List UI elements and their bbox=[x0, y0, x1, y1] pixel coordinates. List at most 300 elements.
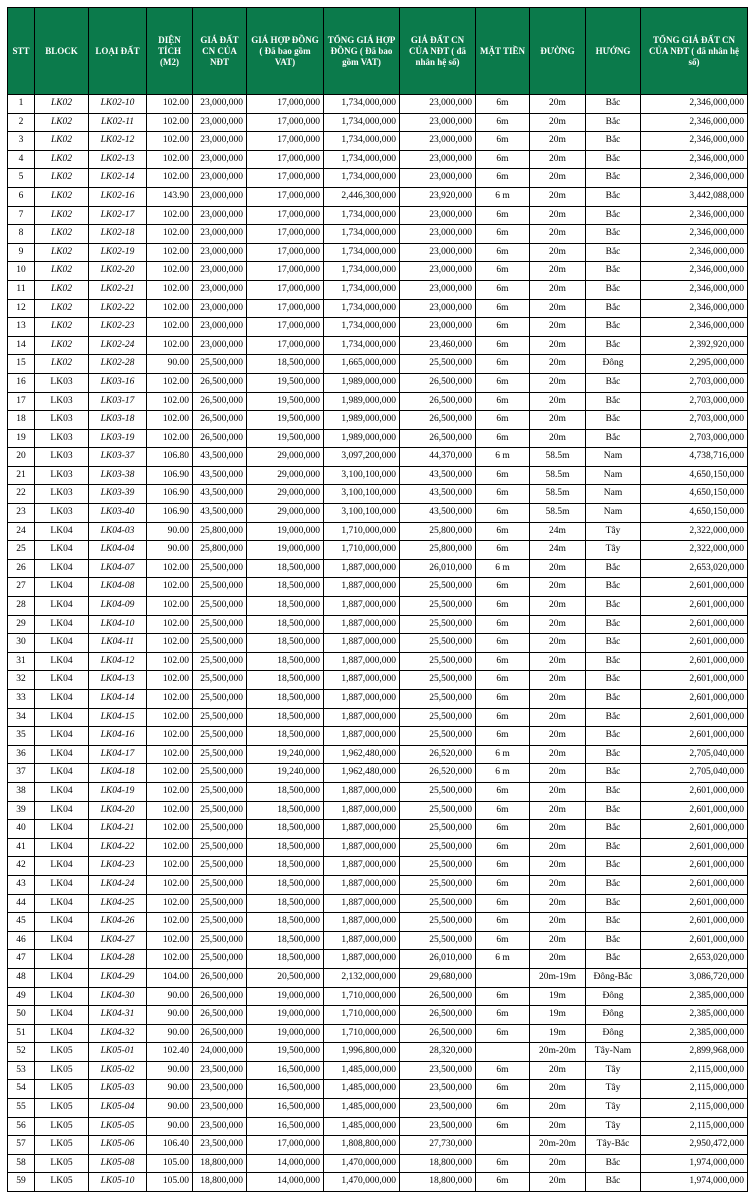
cell-tong-gia-hop-dong: 1,734,000,000 bbox=[324, 225, 400, 244]
cell-duong: 20m bbox=[530, 280, 586, 299]
cell-loai-dat: LK02-16 bbox=[89, 187, 147, 206]
cell-dien-tich: 102.00 bbox=[147, 132, 193, 151]
cell-tong-gia-dat-he-so: 2,601,000,000 bbox=[641, 634, 748, 653]
cell-dien-tich: 102.00 bbox=[147, 225, 193, 244]
cell-block: LK03 bbox=[35, 485, 89, 504]
cell-tong-gia-hop-dong: 1,887,000,000 bbox=[324, 634, 400, 653]
cell-gia-hop-dong: 17,000,000 bbox=[247, 280, 324, 299]
cell-mat-tien: 6m bbox=[476, 1006, 530, 1025]
cell-gia-hop-dong: 17,000,000 bbox=[247, 318, 324, 337]
table-row bbox=[8, 857, 748, 876]
cell-gia-dat-he-so: 25,500,000 bbox=[400, 838, 476, 857]
cell-huong: Bắc bbox=[586, 931, 641, 950]
cell-gia-dat-he-so: 23,000,000 bbox=[400, 132, 476, 151]
cell-stt: 20 bbox=[8, 448, 35, 467]
cell-duong: 19m bbox=[530, 987, 586, 1006]
cell-block: LK03 bbox=[35, 373, 89, 392]
cell-tong-gia-hop-dong: 1,887,000,000 bbox=[324, 782, 400, 801]
cell-loai-dat: LK02-14 bbox=[89, 169, 147, 188]
header-dien-tich: DIỆN TÍCH (M2) bbox=[147, 8, 193, 95]
cell-mat-tien: 6m bbox=[476, 280, 530, 299]
cell-duong: 20m bbox=[530, 225, 586, 244]
cell-stt: 54 bbox=[8, 1080, 35, 1099]
cell-huong: Bắc bbox=[586, 801, 641, 820]
cell-gia-dat-he-so: 25,500,000 bbox=[400, 355, 476, 374]
cell-block: LK04 bbox=[35, 541, 89, 560]
cell-loai-dat: LK05-02 bbox=[89, 1061, 147, 1080]
cell-gia-dat-cn: 25,500,000 bbox=[193, 820, 247, 839]
cell-gia-dat-cn: 25,500,000 bbox=[193, 559, 247, 578]
cell-gia-hop-dong: 18,500,000 bbox=[247, 838, 324, 857]
cell-gia-hop-dong: 18,500,000 bbox=[247, 690, 324, 709]
cell-stt: 51 bbox=[8, 1024, 35, 1043]
cell-stt: 7 bbox=[8, 206, 35, 225]
cell-gia-dat-cn: 43,500,000 bbox=[193, 504, 247, 523]
cell-gia-dat-cn: 25,500,000 bbox=[193, 355, 247, 374]
cell-gia-dat-cn: 25,500,000 bbox=[193, 745, 247, 764]
cell-duong: 20m bbox=[530, 801, 586, 820]
cell-gia-hop-dong: 18,500,000 bbox=[247, 634, 324, 653]
cell-mat-tien: 6m bbox=[476, 373, 530, 392]
cell-mat-tien: 6m bbox=[476, 132, 530, 151]
cell-stt: 45 bbox=[8, 913, 35, 932]
cell-tong-gia-dat-he-so: 2,385,000,000 bbox=[641, 987, 748, 1006]
cell-huong: Đông bbox=[586, 355, 641, 374]
cell-tong-gia-hop-dong: 2,446,300,000 bbox=[324, 187, 400, 206]
cell-loai-dat: LK04-20 bbox=[89, 801, 147, 820]
cell-stt: 48 bbox=[8, 968, 35, 987]
cell-tong-gia-dat-he-so: 4,738,716,000 bbox=[641, 448, 748, 467]
cell-tong-gia-hop-dong: 1,887,000,000 bbox=[324, 875, 400, 894]
cell-block: LK05 bbox=[35, 1080, 89, 1099]
cell-gia-dat-he-so: 25,500,000 bbox=[400, 615, 476, 634]
cell-block: LK02 bbox=[35, 95, 89, 114]
cell-loai-dat: LK03-38 bbox=[89, 466, 147, 485]
cell-duong: 20m bbox=[530, 931, 586, 950]
cell-gia-dat-cn: 26,500,000 bbox=[193, 392, 247, 411]
cell-loai-dat: LK04-14 bbox=[89, 690, 147, 709]
cell-mat-tien: 6m bbox=[476, 931, 530, 950]
cell-tong-gia-dat-he-so: 2,601,000,000 bbox=[641, 671, 748, 690]
cell-huong: Bắc bbox=[586, 150, 641, 169]
cell-loai-dat: LK04-17 bbox=[89, 745, 147, 764]
cell-gia-dat-he-so: 25,500,000 bbox=[400, 708, 476, 727]
table-body bbox=[8, 95, 748, 1192]
cell-gia-hop-dong: 18,500,000 bbox=[247, 894, 324, 913]
cell-dien-tich: 102.00 bbox=[147, 857, 193, 876]
cell-loai-dat: LK03-19 bbox=[89, 429, 147, 448]
cell-gia-dat-cn: 43,500,000 bbox=[193, 466, 247, 485]
table-row bbox=[8, 559, 748, 578]
cell-huong: Bắc bbox=[586, 95, 641, 114]
table-row bbox=[8, 1117, 748, 1136]
cell-dien-tich: 102.00 bbox=[147, 875, 193, 894]
cell-gia-hop-dong: 18,500,000 bbox=[247, 727, 324, 746]
cell-tong-gia-dat-he-so: 2,705,040,000 bbox=[641, 764, 748, 783]
cell-tong-gia-dat-he-so: 2,601,000,000 bbox=[641, 652, 748, 671]
table-row bbox=[8, 727, 748, 746]
cell-tong-gia-dat-he-so: 2,346,000,000 bbox=[641, 243, 748, 262]
cell-dien-tich: 106.40 bbox=[147, 1136, 193, 1155]
cell-block: LK03 bbox=[35, 392, 89, 411]
cell-gia-dat-he-so: 25,500,000 bbox=[400, 875, 476, 894]
cell-block: LK04 bbox=[35, 1024, 89, 1043]
cell-stt: 49 bbox=[8, 987, 35, 1006]
cell-huong: Đông bbox=[586, 1006, 641, 1025]
cell-loai-dat: LK02-13 bbox=[89, 150, 147, 169]
table-row bbox=[8, 336, 748, 355]
cell-duong: 20m bbox=[530, 355, 586, 374]
cell-duong: 20m bbox=[530, 652, 586, 671]
cell-tong-gia-hop-dong: 1,485,000,000 bbox=[324, 1099, 400, 1118]
cell-block: LK02 bbox=[35, 169, 89, 188]
cell-gia-hop-dong: 18,500,000 bbox=[247, 355, 324, 374]
cell-tong-gia-dat-he-so: 2,115,000,000 bbox=[641, 1117, 748, 1136]
table-row bbox=[8, 820, 748, 839]
cell-gia-hop-dong: 18,500,000 bbox=[247, 950, 324, 969]
cell-mat-tien: 6m bbox=[476, 113, 530, 132]
cell-dien-tich: 90.00 bbox=[147, 1117, 193, 1136]
cell-gia-dat-cn: 25,500,000 bbox=[193, 671, 247, 690]
cell-block: LK04 bbox=[35, 987, 89, 1006]
cell-mat-tien: 6m bbox=[476, 1099, 530, 1118]
cell-duong: 20m bbox=[530, 206, 586, 225]
cell-dien-tich: 102.00 bbox=[147, 299, 193, 318]
cell-tong-gia-dat-he-so: 2,601,000,000 bbox=[641, 615, 748, 634]
cell-huong: Bắc bbox=[586, 820, 641, 839]
cell-stt: 13 bbox=[8, 318, 35, 337]
cell-tong-gia-dat-he-so: 2,601,000,000 bbox=[641, 708, 748, 727]
cell-dien-tich: 102.00 bbox=[147, 838, 193, 857]
cell-dien-tich: 90.00 bbox=[147, 1080, 193, 1099]
cell-gia-dat-cn: 23,500,000 bbox=[193, 1080, 247, 1099]
cell-loai-dat: LK02-19 bbox=[89, 243, 147, 262]
cell-loai-dat: LK02-12 bbox=[89, 132, 147, 151]
cell-duong: 20m bbox=[530, 113, 586, 132]
cell-dien-tich: 90.00 bbox=[147, 1024, 193, 1043]
cell-duong: 58.5m bbox=[530, 504, 586, 523]
cell-gia-dat-cn: 26,500,000 bbox=[193, 987, 247, 1006]
cell-huong: Bắc bbox=[586, 318, 641, 337]
cell-mat-tien: 6m bbox=[476, 782, 530, 801]
cell-block: LK02 bbox=[35, 150, 89, 169]
cell-mat-tien: 6 m bbox=[476, 745, 530, 764]
cell-tong-gia-hop-dong: 1,887,000,000 bbox=[324, 652, 400, 671]
cell-tong-gia-hop-dong: 1,989,000,000 bbox=[324, 429, 400, 448]
cell-duong: 20m bbox=[530, 336, 586, 355]
cell-block: LK02 bbox=[35, 262, 89, 281]
cell-gia-dat-he-so: 26,500,000 bbox=[400, 987, 476, 1006]
cell-gia-dat-he-so: 23,500,000 bbox=[400, 1099, 476, 1118]
cell-tong-gia-hop-dong: 1,962,480,000 bbox=[324, 745, 400, 764]
cell-gia-dat-cn: 23,000,000 bbox=[193, 318, 247, 337]
cell-gia-dat-cn: 25,500,000 bbox=[193, 634, 247, 653]
cell-gia-dat-he-so: 28,320,000 bbox=[400, 1043, 476, 1062]
cell-block: LK04 bbox=[35, 820, 89, 839]
cell-gia-hop-dong: 18,500,000 bbox=[247, 597, 324, 616]
cell-block: LK03 bbox=[35, 466, 89, 485]
cell-duong: 24m bbox=[530, 522, 586, 541]
cell-duong: 20m bbox=[530, 838, 586, 857]
cell-mat-tien: 6m bbox=[476, 392, 530, 411]
cell-duong: 20m bbox=[530, 1173, 586, 1192]
cell-tong-gia-dat-he-so: 2,392,920,000 bbox=[641, 336, 748, 355]
cell-dien-tich: 90.00 bbox=[147, 355, 193, 374]
cell-block: LK04 bbox=[35, 782, 89, 801]
cell-huong: Bắc bbox=[586, 838, 641, 857]
cell-tong-gia-hop-dong: 1,887,000,000 bbox=[324, 671, 400, 690]
cell-tong-gia-dat-he-so: 4,650,150,000 bbox=[641, 466, 748, 485]
cell-tong-gia-hop-dong: 1,887,000,000 bbox=[324, 820, 400, 839]
cell-huong: Bắc bbox=[586, 206, 641, 225]
cell-gia-dat-cn: 25,800,000 bbox=[193, 522, 247, 541]
table-row bbox=[8, 1006, 748, 1025]
cell-mat-tien: 6m bbox=[476, 169, 530, 188]
table-row bbox=[8, 764, 748, 783]
cell-stt: 41 bbox=[8, 838, 35, 857]
cell-tong-gia-hop-dong: 1,734,000,000 bbox=[324, 336, 400, 355]
table-row bbox=[8, 1136, 748, 1155]
cell-gia-dat-he-so: 23,000,000 bbox=[400, 262, 476, 281]
cell-stt: 24 bbox=[8, 522, 35, 541]
cell-duong: 20m bbox=[530, 690, 586, 709]
cell-loai-dat: LK02-22 bbox=[89, 299, 147, 318]
cell-gia-hop-dong: 19,000,000 bbox=[247, 541, 324, 560]
cell-dien-tich: 102.00 bbox=[147, 336, 193, 355]
cell-mat-tien: 6 m bbox=[476, 950, 530, 969]
cell-block: LK04 bbox=[35, 559, 89, 578]
cell-tong-gia-dat-he-so: 2,115,000,000 bbox=[641, 1099, 748, 1118]
cell-huong: Bắc bbox=[586, 262, 641, 281]
cell-dien-tich: 102.00 bbox=[147, 318, 193, 337]
cell-dien-tich: 102.00 bbox=[147, 262, 193, 281]
cell-loai-dat: LK04-03 bbox=[89, 522, 147, 541]
cell-gia-hop-dong: 16,500,000 bbox=[247, 1061, 324, 1080]
cell-tong-gia-dat-he-so: 2,899,968,000 bbox=[641, 1043, 748, 1062]
cell-gia-hop-dong: 19,000,000 bbox=[247, 1024, 324, 1043]
cell-duong: 20m bbox=[530, 875, 586, 894]
table-row bbox=[8, 1061, 748, 1080]
cell-mat-tien: 6m bbox=[476, 838, 530, 857]
cell-gia-dat-he-so: 26,520,000 bbox=[400, 764, 476, 783]
cell-loai-dat: LK04-28 bbox=[89, 950, 147, 969]
cell-tong-gia-hop-dong: 1,710,000,000 bbox=[324, 522, 400, 541]
cell-tong-gia-dat-he-so: 2,346,000,000 bbox=[641, 150, 748, 169]
cell-gia-dat-cn: 23,000,000 bbox=[193, 243, 247, 262]
header-gia-dat-he-so: GIÁ ĐẤT CN CỦA NĐT ( đã nhân hệ số) bbox=[400, 8, 476, 95]
cell-dien-tich: 106.90 bbox=[147, 504, 193, 523]
cell-tong-gia-dat-he-so: 2,385,000,000 bbox=[641, 1006, 748, 1025]
cell-gia-hop-dong: 19,500,000 bbox=[247, 429, 324, 448]
cell-gia-hop-dong: 18,500,000 bbox=[247, 820, 324, 839]
cell-mat-tien: 6 m bbox=[476, 764, 530, 783]
cell-loai-dat: LK04-10 bbox=[89, 615, 147, 634]
cell-block: LK02 bbox=[35, 280, 89, 299]
cell-tong-gia-dat-he-so: 2,703,000,000 bbox=[641, 373, 748, 392]
cell-stt: 36 bbox=[8, 745, 35, 764]
cell-mat-tien: 6m bbox=[476, 225, 530, 244]
cell-gia-dat-he-so: 25,500,000 bbox=[400, 820, 476, 839]
table-row bbox=[8, 708, 748, 727]
cell-gia-dat-cn: 25,500,000 bbox=[193, 708, 247, 727]
cell-loai-dat: LK05-01 bbox=[89, 1043, 147, 1062]
cell-block: LK05 bbox=[35, 1173, 89, 1192]
cell-stt: 2 bbox=[8, 113, 35, 132]
cell-stt: 50 bbox=[8, 1006, 35, 1025]
cell-gia-dat-cn: 26,500,000 bbox=[193, 1024, 247, 1043]
cell-gia-dat-cn: 25,500,000 bbox=[193, 597, 247, 616]
cell-tong-gia-hop-dong: 1,734,000,000 bbox=[324, 113, 400, 132]
cell-gia-hop-dong: 19,000,000 bbox=[247, 522, 324, 541]
cell-tong-gia-hop-dong: 1,734,000,000 bbox=[324, 280, 400, 299]
cell-block: LK02 bbox=[35, 336, 89, 355]
cell-loai-dat: LK04-29 bbox=[89, 968, 147, 987]
cell-stt: 52 bbox=[8, 1043, 35, 1062]
cell-huong: Bắc bbox=[586, 727, 641, 746]
cell-block: LK05 bbox=[35, 1061, 89, 1080]
price-table-container bbox=[7, 7, 747, 1192]
cell-dien-tich: 102.00 bbox=[147, 950, 193, 969]
cell-huong: Nam bbox=[586, 504, 641, 523]
cell-block: LK04 bbox=[35, 578, 89, 597]
cell-duong: 20m bbox=[530, 262, 586, 281]
header-gia-hop-dong: GIÁ HỢP ĐỒNG ( Đã bao gồm VAT) bbox=[247, 8, 324, 95]
cell-mat-tien: 6m bbox=[476, 1024, 530, 1043]
cell-gia-dat-he-so: 23,460,000 bbox=[400, 336, 476, 355]
cell-gia-dat-he-so: 26,500,000 bbox=[400, 1006, 476, 1025]
cell-block: LK05 bbox=[35, 1136, 89, 1155]
cell-gia-dat-he-so: 25,500,000 bbox=[400, 931, 476, 950]
cell-gia-dat-cn: 25,500,000 bbox=[193, 615, 247, 634]
table-row bbox=[8, 838, 748, 857]
table-row bbox=[8, 671, 748, 690]
table-row bbox=[8, 968, 748, 987]
cell-gia-hop-dong: 18,500,000 bbox=[247, 875, 324, 894]
cell-tong-gia-dat-he-so: 2,601,000,000 bbox=[641, 597, 748, 616]
cell-gia-dat-cn: 43,500,000 bbox=[193, 485, 247, 504]
cell-dien-tich: 102.00 bbox=[147, 820, 193, 839]
table-row bbox=[8, 1154, 748, 1173]
cell-duong: 20m bbox=[530, 95, 586, 114]
cell-dien-tich: 102.00 bbox=[147, 671, 193, 690]
cell-tong-gia-hop-dong: 1,485,000,000 bbox=[324, 1117, 400, 1136]
table-row bbox=[8, 690, 748, 709]
table-row bbox=[8, 504, 748, 523]
cell-gia-hop-dong: 18,500,000 bbox=[247, 801, 324, 820]
cell-gia-hop-dong: 19,000,000 bbox=[247, 987, 324, 1006]
cell-tong-gia-hop-dong: 1,887,000,000 bbox=[324, 931, 400, 950]
cell-stt: 4 bbox=[8, 150, 35, 169]
cell-stt: 30 bbox=[8, 634, 35, 653]
cell-dien-tich: 102.00 bbox=[147, 615, 193, 634]
table-row bbox=[8, 1080, 748, 1099]
cell-gia-hop-dong: 18,500,000 bbox=[247, 857, 324, 876]
cell-block: LK04 bbox=[35, 708, 89, 727]
cell-duong: 20m bbox=[530, 950, 586, 969]
cell-tong-gia-dat-he-so: 2,601,000,000 bbox=[641, 690, 748, 709]
cell-gia-dat-he-so: 26,500,000 bbox=[400, 373, 476, 392]
table-row bbox=[8, 615, 748, 634]
cell-stt: 9 bbox=[8, 243, 35, 262]
cell-tong-gia-hop-dong: 1,887,000,000 bbox=[324, 690, 400, 709]
cell-gia-dat-cn: 26,500,000 bbox=[193, 411, 247, 430]
cell-gia-dat-cn: 25,500,000 bbox=[193, 931, 247, 950]
cell-gia-dat-cn: 23,000,000 bbox=[193, 95, 247, 114]
cell-stt: 28 bbox=[8, 597, 35, 616]
cell-stt: 33 bbox=[8, 690, 35, 709]
table-row bbox=[8, 987, 748, 1006]
cell-huong: Bắc bbox=[586, 950, 641, 969]
cell-tong-gia-dat-he-so: 3,442,088,000 bbox=[641, 187, 748, 206]
cell-huong: Bắc bbox=[586, 1154, 641, 1173]
cell-mat-tien: 6m bbox=[476, 262, 530, 281]
cell-tong-gia-dat-he-so: 2,322,000,000 bbox=[641, 522, 748, 541]
cell-duong: 20m bbox=[530, 299, 586, 318]
cell-duong: 20m bbox=[530, 411, 586, 430]
cell-loai-dat: LK04-31 bbox=[89, 1006, 147, 1025]
cell-gia-hop-dong: 18,500,000 bbox=[247, 559, 324, 578]
cell-loai-dat: LK04-21 bbox=[89, 820, 147, 839]
cell-gia-dat-cn: 25,500,000 bbox=[193, 764, 247, 783]
cell-tong-gia-dat-he-so: 2,601,000,000 bbox=[641, 838, 748, 857]
cell-duong: 20m bbox=[530, 578, 586, 597]
cell-loai-dat: LK04-16 bbox=[89, 727, 147, 746]
cell-block: LK04 bbox=[35, 652, 89, 671]
cell-gia-hop-dong: 17,000,000 bbox=[247, 187, 324, 206]
cell-tong-gia-dat-he-so: 2,601,000,000 bbox=[641, 875, 748, 894]
cell-loai-dat: LK04-24 bbox=[89, 875, 147, 894]
cell-block: LK05 bbox=[35, 1117, 89, 1136]
cell-dien-tich: 102.00 bbox=[147, 634, 193, 653]
cell-tong-gia-hop-dong: 1,665,000,000 bbox=[324, 355, 400, 374]
cell-dien-tich: 102.00 bbox=[147, 95, 193, 114]
cell-gia-dat-he-so: 18,800,000 bbox=[400, 1173, 476, 1192]
cell-gia-dat-cn: 23,000,000 bbox=[193, 206, 247, 225]
cell-block: LK04 bbox=[35, 522, 89, 541]
cell-stt: 29 bbox=[8, 615, 35, 634]
cell-mat-tien: 6m bbox=[476, 522, 530, 541]
table-row bbox=[8, 1173, 748, 1192]
cell-gia-dat-cn: 23,500,000 bbox=[193, 1099, 247, 1118]
cell-mat-tien: 6m bbox=[476, 820, 530, 839]
header-duong: ĐƯỜNG bbox=[530, 8, 586, 95]
cell-dien-tich: 102.00 bbox=[147, 113, 193, 132]
cell-gia-dat-he-so: 23,000,000 bbox=[400, 206, 476, 225]
cell-tong-gia-hop-dong: 1,887,000,000 bbox=[324, 913, 400, 932]
cell-dien-tich: 106.90 bbox=[147, 485, 193, 504]
cell-duong: 58.5m bbox=[530, 466, 586, 485]
cell-duong: 20m bbox=[530, 429, 586, 448]
cell-duong: 20m bbox=[530, 782, 586, 801]
cell-block: LK04 bbox=[35, 597, 89, 616]
cell-tong-gia-hop-dong: 2,132,000,000 bbox=[324, 968, 400, 987]
header-stt: STT bbox=[8, 8, 35, 95]
cell-duong: 19m bbox=[530, 1006, 586, 1025]
cell-tong-gia-hop-dong: 1,887,000,000 bbox=[324, 559, 400, 578]
cell-mat-tien: 6m bbox=[476, 801, 530, 820]
cell-tong-gia-dat-he-so: 2,295,000,000 bbox=[641, 355, 748, 374]
cell-gia-dat-he-so: 25,500,000 bbox=[400, 857, 476, 876]
cell-gia-dat-cn: 23,500,000 bbox=[193, 1136, 247, 1155]
cell-gia-dat-he-so: 25,500,000 bbox=[400, 801, 476, 820]
cell-stt: 5 bbox=[8, 169, 35, 188]
cell-loai-dat: LK02-21 bbox=[89, 280, 147, 299]
cell-gia-dat-he-so: 29,680,000 bbox=[400, 968, 476, 987]
cell-loai-dat: LK04-15 bbox=[89, 708, 147, 727]
cell-gia-dat-he-so: 25,500,000 bbox=[400, 597, 476, 616]
cell-gia-dat-he-so: 27,730,000 bbox=[400, 1136, 476, 1155]
cell-gia-dat-cn: 25,500,000 bbox=[193, 578, 247, 597]
